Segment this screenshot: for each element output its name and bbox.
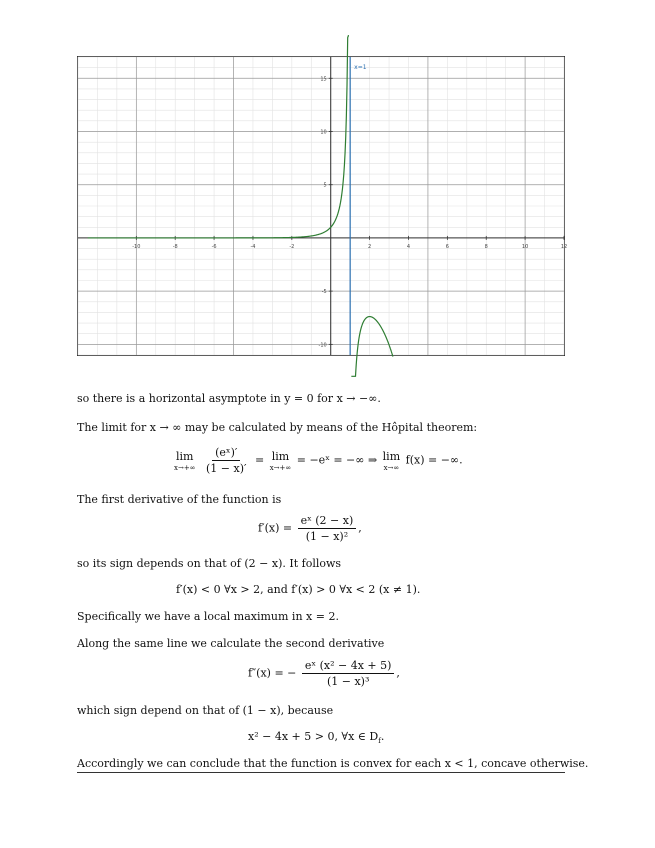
- limit-subscript: x→+∞: [174, 463, 196, 472]
- first-derivative-lhs: f′(x) =: [258, 521, 293, 535]
- x-tick-label: -4: [250, 243, 256, 250]
- first-derivative-denominator: (1 − x)²: [305, 530, 349, 543]
- function-plot: [77, 56, 568, 356]
- limit-operator-3: lim x→∞: [382, 449, 401, 472]
- x-tick-label: -6: [211, 243, 217, 250]
- limit-operator-2: lim x→+∞: [269, 449, 292, 472]
- second-derivative-fraction: [302, 659, 395, 688]
- y-tick-label: -10: [318, 342, 327, 349]
- domain-subscript: f: [378, 737, 381, 746]
- equation-sign-conditions: f′(x) < 0 ∀x > 2, and f′(x) > 0 ∀x < 2 (x ≠ 1).: [176, 583, 421, 596]
- x-tick-label: 8: [484, 243, 488, 250]
- equation-limit: lim x→+∞ $\frac{\text{(eˣ)′}}{(1 - x)'}$ = lim x→+∞ = −eˣ = −∞ ⇒ lim x→∞ f(x) = −∞.: [174, 446, 463, 475]
- paragraph-horizontal-asymptote: so there is a horizontal asymptote in y = 0 for x → −∞.: [77, 392, 381, 405]
- equation-second-derivative: [248, 659, 400, 688]
- x-tick-label: 6: [445, 243, 449, 250]
- second-derivative-comma: ,: [396, 666, 400, 680]
- paragraph-sign: so its sign depends on that of (2 − x). It follows: [77, 557, 342, 570]
- function-curve-right-branch: [351, 317, 393, 377]
- y-tick-label: -5: [321, 289, 327, 296]
- second-derivative-lhs: f″(x) = −: [248, 666, 297, 680]
- equation-positive-quadratic: [248, 730, 384, 748]
- first-derivative-numerator: eˣ (2 − x): [298, 514, 357, 529]
- limit-middle: = −eˣ = −∞ ⇒: [296, 453, 378, 467]
- y-tick-label: 15: [320, 76, 327, 83]
- second-derivative-numerator: eˣ (x² − 4x + 5): [302, 659, 395, 674]
- paragraph-second-derivative: Along the same line we calculate the second derivative: [77, 637, 385, 650]
- paragraph-conclusion: Accordingly we can conclude that the function is convex for each x < 1, concave otherwise.: [77, 757, 589, 770]
- x-tick-label: -2: [289, 243, 295, 250]
- x-tick-label: 4: [406, 243, 411, 250]
- quadratic-period: .: [380, 730, 385, 743]
- quadratic-inequality: x² − 4x + 5 > 0, ∀x ∈ D: [248, 730, 379, 743]
- first-derivative-fraction: [298, 514, 357, 543]
- equation-first-derivative: [258, 514, 362, 543]
- plot-canvas: [78, 57, 568, 355]
- limit-subscript-3: x→∞: [383, 463, 400, 472]
- y-tick-label: 10: [320, 129, 327, 136]
- x-tick-label: 2: [368, 243, 372, 250]
- asymptote-label: x=1: [354, 64, 367, 71]
- paragraph-sign-second: which sign depend on that of (1 − x), because: [77, 704, 334, 717]
- limit-subscript-2: x→+∞: [269, 463, 292, 472]
- paragraph-limit-intro: The limit for x → ∞ may be calculated by means of the Hôpital theorem:: [77, 421, 478, 434]
- paragraph-local-maximum: Specifically we have a local maximum in x = 2.: [77, 610, 339, 623]
- x-tick-label: 10: [521, 243, 529, 250]
- fraction-hopital: [203, 446, 250, 475]
- limit-result: f(x) = −∞.: [405, 453, 463, 467]
- x-tick-label: -8: [172, 243, 178, 250]
- x-tick-label: -10: [132, 243, 141, 250]
- bottom-rule: [77, 772, 565, 773]
- first-derivative-comma: ,: [358, 521, 362, 535]
- fraction-denominator: (1 − x)′: [206, 462, 247, 475]
- second-derivative-denominator: (1 − x)³: [326, 675, 370, 688]
- y-tick-label: 5: [323, 182, 327, 189]
- limit-operator: lim x→+∞: [174, 449, 196, 472]
- paragraph-first-derivative: The first derivative of the function is: [77, 493, 282, 506]
- x-tick-label: 12: [560, 243, 568, 250]
- fraction-numerator: (eˣ)′: [212, 446, 240, 461]
- function-curve-left-branch: [88, 36, 349, 238]
